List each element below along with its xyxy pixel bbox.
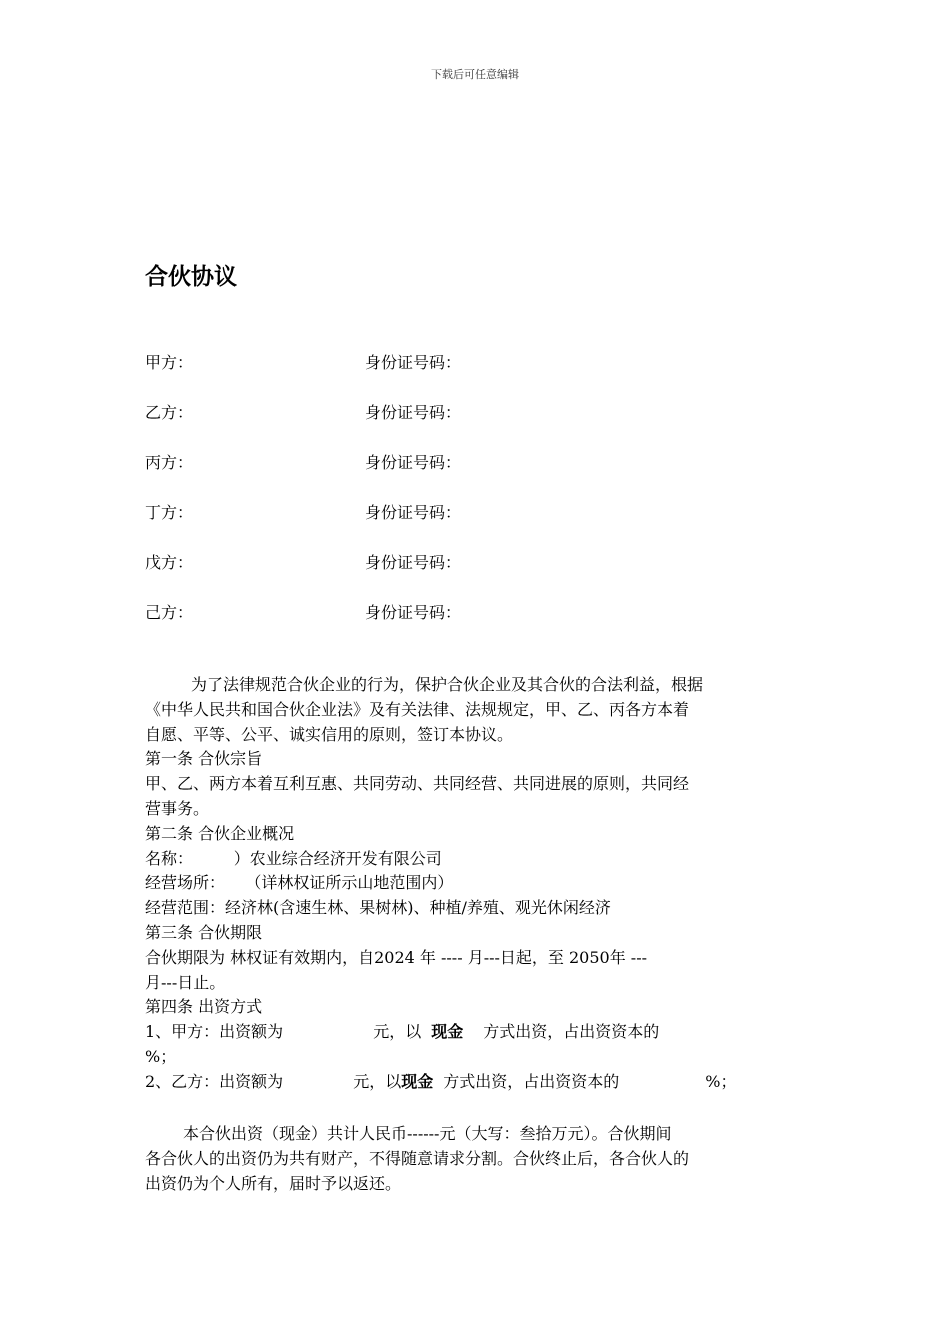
business-scope-line: 经营范围：经济林(含速生林、果树林)、种植/养殖、观光休闲经济 <box>145 898 611 918</box>
contribution-method: 现金 <box>401 1071 434 1091</box>
party-label: 丙方： <box>145 453 194 472</box>
company-name-line: 名称： ）农业综合经济开发有限公司 <box>145 848 442 868</box>
party-id-label: 身份证号码： <box>365 553 462 572</box>
header-note: 下载后可任意编辑 <box>431 68 519 81</box>
article-1-line: 甲、乙、两方本着互利互惠、共同劳动、共同经营、共同进展的原则，共同经 <box>145 774 690 794</box>
article-3-heading: 第三条 合伙期限 <box>145 922 263 942</box>
contribution-unit-label: 元，以 <box>353 1071 402 1091</box>
article-3-line: 月---日止。 <box>145 972 226 992</box>
preamble-line: 自愿、平等、公平、诚实信用的原则，签订本协议。 <box>145 724 514 744</box>
article-1-heading: 第一条 合伙宗旨 <box>145 749 263 769</box>
contribution-unit-label: 元，以 <box>373 1022 422 1042</box>
contribution-amount-label: 2、乙方：出资额为 <box>145 1071 284 1091</box>
party-id-label: 身份证号码： <box>365 603 462 622</box>
preamble-line: 为了法律规范合伙企业的行为，保护合伙企业及其合伙的合法利益，根据 <box>191 675 704 694</box>
party-id-label: 身份证号码： <box>365 503 462 522</box>
summary-line: 本合伙出资（现金）共计人民币------元（大写：叁拾万元）。合伙期间 <box>183 1124 672 1143</box>
preamble-line: 《中华人民共和国合伙企业法》及有关法律、法规规定，甲、乙、丙各方本着 <box>145 699 690 719</box>
summary-line: 出资仍为个人所有，届时予以返还。 <box>145 1173 402 1193</box>
business-place-line: 经营场所： （详林权证所示山地范围内） <box>145 873 454 893</box>
article-1-line: 营事务。 <box>145 798 210 818</box>
party-label: 乙方： <box>145 403 194 422</box>
party-label: 戊方： <box>145 553 194 572</box>
party-id-label: 身份证号码： <box>365 403 462 422</box>
contribution-method: 现金 <box>431 1022 464 1042</box>
article-4-heading: 第四条 出资方式 <box>145 997 263 1017</box>
agreement-body <box>145 673 805 1095</box>
contribution-amount-label: 1、甲方：出资额为 <box>145 1022 284 1042</box>
contribution-item-yi <box>145 1070 805 1095</box>
contribution-share-label: 方式出资，占出资资本的 <box>443 1071 620 1091</box>
article-3-line: 合伙期限为 林权证有效期内，自2024 年 ---- 月---日起，至 2050年 --- <box>145 947 648 967</box>
summary-paragraph <box>145 1122 805 1196</box>
party-label: 己方： <box>145 603 194 622</box>
contribution-percent-jia: %； <box>145 1046 177 1066</box>
party-id-label: 身份证号码： <box>365 453 462 472</box>
party-label: 丁方： <box>145 503 194 522</box>
party-label: 甲方： <box>145 353 194 372</box>
party-id-label: 身份证号码： <box>365 353 462 372</box>
contribution-percent-yi: %； <box>705 1071 737 1091</box>
contribution-share-label: 方式出资，占出资资本的 <box>483 1022 660 1042</box>
summary-line: 各合伙人的出资仍为共有财产，不得随意请求分割。合伙终止后，各合伙人的 <box>145 1148 690 1168</box>
document-title: 合伙协议 <box>145 264 237 290</box>
article-2-heading: 第二条 合伙企业概况 <box>145 823 295 843</box>
contribution-item-jia <box>145 1020 805 1045</box>
